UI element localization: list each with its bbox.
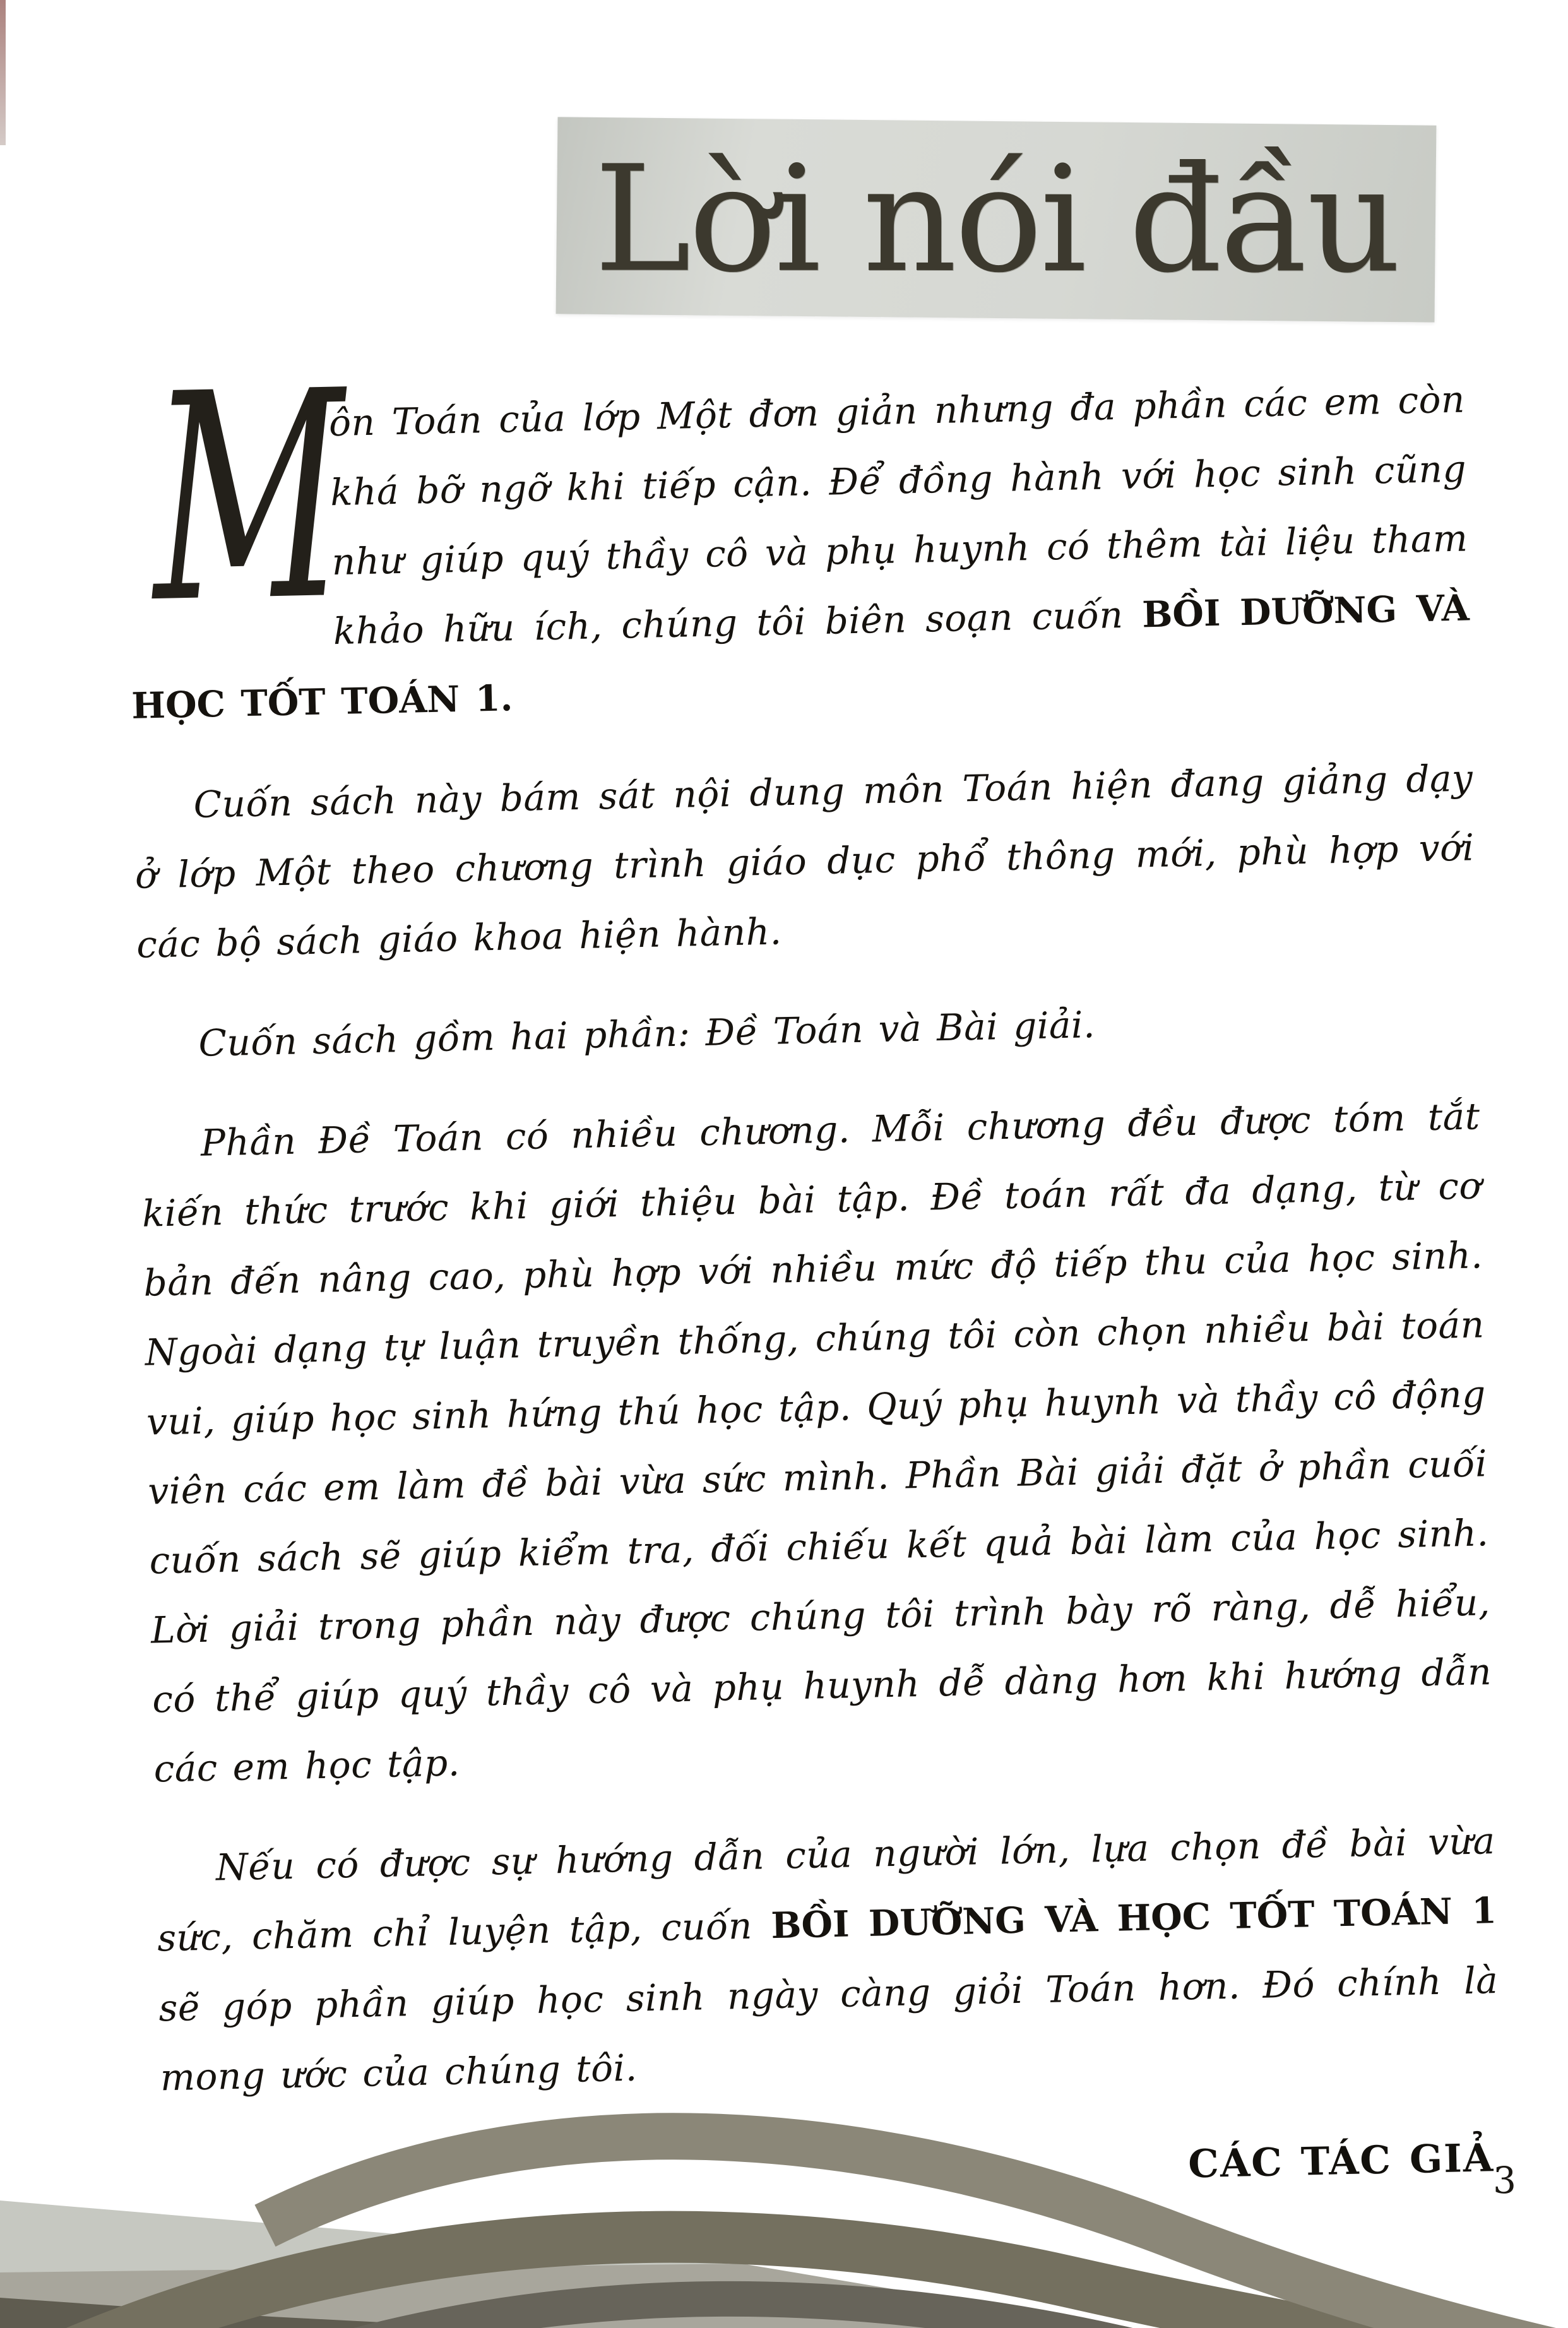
preface-text — [125, 329, 1502, 2221]
scan-edge-artifact — [0, 0, 6, 145]
title-banner — [556, 117, 1437, 322]
book-title-bold-2: BỒI DƯỠNG VÀ HỌC TỐT TOÁN 1 — [770, 1890, 1497, 1947]
paragraph-two-parts: Cuốn sách gồm hai phần: Đề Toán và Bài giải. — [198, 1003, 1096, 1065]
page-title: Lời nói đầu — [593, 134, 1399, 306]
paragraph-intro-run-italic: ôn Toán của lớp Một đơn giản nhưng đa phần các em còn khá bỡ ngỡ khi tiếp cận. Để đồng hành với học sinh cũng như giúp quý thầy cô và phụ huynh có thêm tài liệu tham khảo hữu ích, chúng tôi biên soạn cuốn — [328, 377, 1469, 653]
paragraph-content-scope: Cuốn sách này bám sát nội dung môn Toán hiện đang giảng dạy ở lớp Một theo chương trình giáo dục phổ thông mới, phù hợp với các bộ sách giáo khoa hiện hành. — [134, 756, 1475, 966]
paragraph-structure-detail: Phần Đề Toán có nhiều chương. Mỗi chương đều được tóm tắt kiến thức trước khi giới thiệu bài tập. Đề toán rất đa dạng, từ cơ bản đến nâng cao, phù hợp với nhiều mức độ tiếp thu của học sinh. Ngoài dạng tự luận truyền thống, chúng tôi còn chọn nhiều bài toán vui, giúp học sinh hứng thú học tập. Quý phụ huynh và thầy cô động viên các em làm đề bài vừa sức mình. Phần Bài giải đặt ở phần cuối cuốn sách sẽ giúp kiểm tra, đối chiếu kết quả bài làm của học sinh. Lời giải trong phần này được chúng tôi trình bày rõ ràng, dễ hiểu, có thể giúp quý thầy cô và phụ huynh dễ dàng hơn khi hướng dẫn các em học tập. — [141, 1095, 1492, 1791]
dropcap-letter: M — [149, 329, 349, 667]
book-title-bold: BỒI DƯỠNG VÀ HỌC TỐT TOÁN 1. — [131, 587, 1470, 727]
paragraph-intro — [125, 329, 1471, 741]
page-number: 3 — [1493, 2159, 1516, 2202]
paragraph-closing-run-italic-1: Nếu có được sự hướng dẫn của người lớn, lựa chọn đề bài vừa sức, chăm chỉ luyện tập, cuốn — [157, 1819, 1496, 1960]
paragraph-closing — [155, 1806, 1500, 2112]
paragraph-closing-run-italic-2: sẽ góp phần giúp học sinh ngày càng giỏi Toán hơn. Đó chính là mong ước của chúng tôi. — [158, 1959, 1499, 2099]
authors-signature: CÁC TÁC GIẢ — [1187, 2135, 1495, 2187]
decorative-swoosh — [0, 2076, 1568, 2328]
